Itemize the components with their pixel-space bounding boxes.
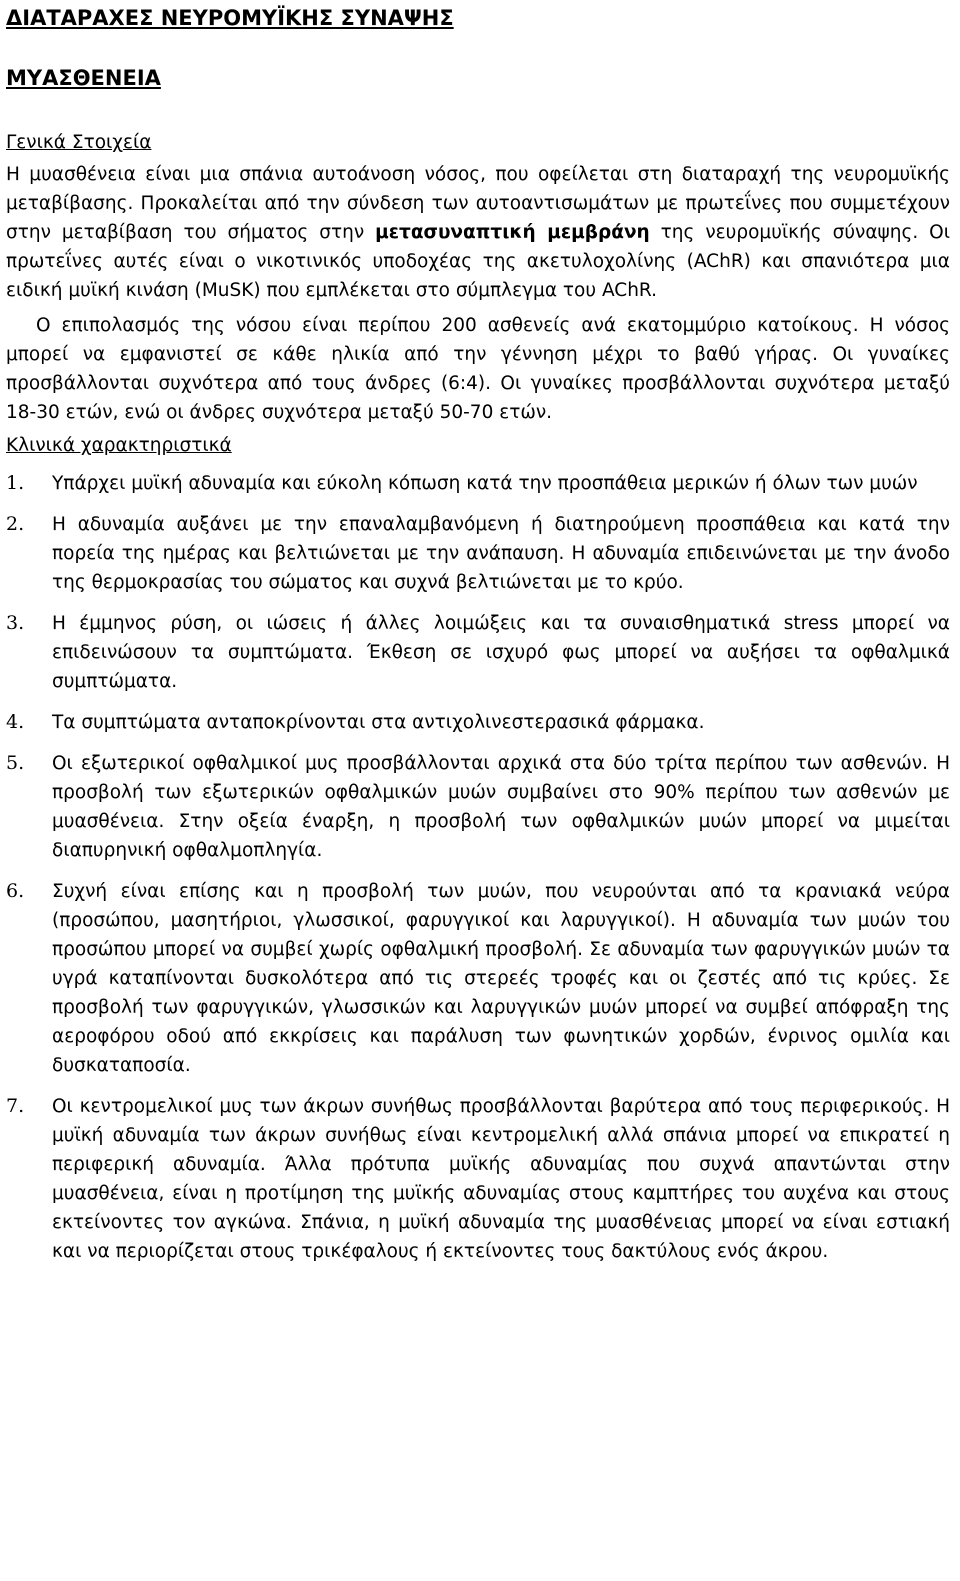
list-item-text: Υπάρχει μυϊκή αδυναμία και εύκολη κόπωση κατά την προσπάθεια μερικών ή όλων των μυών xyxy=(52,473,918,494)
clinical-heading: Κλινικά χαρακτηριστικά xyxy=(6,435,232,456)
list-item-number: 4. xyxy=(6,711,25,733)
list-item-text: Οι εξωτερικοί οφθαλμικοί μυς προσβάλλονται αρχικά στα δύο τρίτα περίπου των ασθενών. Η προσβολή των εξωτερικών οφθαλμικών μυών συμβαίνει στο 90% περίπου των ασθενών με μυασθένεια. Στην οξεία έναρξη, η προσβολή των οφθαλμικών μυών μπορεί να μιμείται διαπυρηνική οφθαλμοπληγία. xyxy=(52,753,950,861)
list-item-number: 2. xyxy=(6,513,25,535)
clinical-list xyxy=(6,469,950,1266)
list-item-number: 7. xyxy=(6,1095,25,1117)
list-item xyxy=(6,749,950,865)
list-item-number: 1. xyxy=(6,472,25,494)
list-item-text: Η έμμηνος ρύση, οι ιώσεις ή άλλες λοιμώξεις και τα συναισθηματικά stress μπορεί να επιδεινώσουν τα συμπτώματα. Έκθεση σε ισχυρό φως μπορεί να αυξήσει τα οφθαλμικά συμπτώματα. xyxy=(52,613,950,692)
general-heading: Γενικά Στοιχεία xyxy=(6,132,152,153)
list-item-number: 5. xyxy=(6,752,25,774)
list-item-text: Τα συμπτώματα ανταποκρίνονται στα αντιχολινεστερασικά φάρμακα. xyxy=(52,712,705,733)
list-item xyxy=(6,1092,950,1266)
document-page xyxy=(6,0,950,1266)
list-item xyxy=(6,609,950,696)
general-paragraph-2: Ο επιπολασμός της νόσου είναι περίπου 200 ασθενείς ανά εκατομμύριο κατοίκους. Η νόσος μπορεί να εμφανιστεί σε κάθε ηλικία από την γέννηση μέχρι το βαθύ γήρας. Οι γυναίκες προσβάλλονται συχνότερα από τους άνδρες (6:4). Οι γυναίκες προσβάλλονται συχνότερα μεταξύ 18-30 ετών, ενώ οι άνδρες συχνότερα μεταξύ 50-70 ετών. xyxy=(6,315,950,423)
list-item-text: Οι κεντρομελικοί μυς των άκρων συνήθως προσβάλλονται βαρύτερα από τους περιφερικούς. Η μυϊκή αδυναμία των άκρων συνήθως είναι κεντρομελική αλλά σπάνια μπορεί να επικρατεί η περιφερική αδυναμία. Άλλα πρότυπα μυϊκής αδυναμίας που συχνά απαντώνται στην μυασθένεια, είναι η προτίμηση της μυϊκής αδυναμίας στους καμπτήρες του αυχένα και στους εκτείνοντες τον αγκώνα. Σπάνια, η μυϊκή αδυναμία της μυασθένειας μπορεί να είναι εστιακή και να περιορίζεται στους τρικέφαλους ή εκτείνοντες τους δακτύλους ενός άκρου. xyxy=(52,1096,950,1262)
list-item-number: 3. xyxy=(6,612,25,634)
general-paragraph-1-part-2: της νευρομυϊκής σύναψης. Οι πρωτεΐνες αυτές είναι ο νικοτινικός υποδοχέας της ακετυλοχολίνης (AChR) και σπανιότερα μια ειδική μυϊκή κινάση (MuSK) που εμπλέκεται στο σύμπλεγμα του AChR. xyxy=(6,222,950,301)
list-item xyxy=(6,708,950,737)
list-item-number: 6. xyxy=(6,880,25,902)
general-paragraph-1-bold: μετασυναπτική μεμβράνη xyxy=(375,222,650,243)
document-subtitle: ΜΥΑΣΘΕΝΕΙΑ xyxy=(6,66,161,90)
list-item xyxy=(6,510,950,597)
general-paragraph-1 xyxy=(6,160,950,305)
list-item-text: Συχνή είναι επίσης και η προσβολή των μυών, που νευρούνται από τα κρανιακά νεύρα (προσώπου, μασητήριοι, γλωσσικοί, φαρυγγικοί και λαρυγγικοί). Η αδυναμία των μυών του προσώπου μπορεί να συμβεί χωρίς οφθαλμική προσβολή. Σε αδυναμία των φαρυγγικών μυών τα υγρά καταπίνονται δυσκολότερα από τις στερεές τροφές και οι ζεστές από τις κρύες. Σε προσβολή των φαρυγγικών, γλωσσικών και λαρυγγικών μυών μπορεί να συμβεί απόφραξη της αεροφόρου οδού από εκκρίσεις και παράλυση των φωνητικών χορδών, ένρινος ομιλία και δυσκαταποσία. xyxy=(52,881,950,1076)
list-item xyxy=(6,469,950,498)
document-title: ΔΙΑΤΑΡΑΧΕΣ ΝΕΥΡΟΜΥΪΚΗΣ ΣΥΝΑΨΗΣ xyxy=(6,6,454,30)
general-paragraph-1-part-1: Η μυασθένεια είναι μια σπάνια αυτοάνοση νόσος, που οφείλεται στη διαταραχή της νευρομυϊκής μεταβίβασης. Προκαλείται από την σύνδεση των αυτοαντισωμάτων με πρωτεΐνες που συμμετέχουν στην μεταβίβαση του σήματος στην xyxy=(6,164,950,243)
list-item xyxy=(6,877,950,1080)
list-item-text: Η αδυναμία αυξάνει με την επαναλαμβανόμενη ή διατηρούμενη προσπάθεια και κατά την πορεία της ημέρας και βελτιώνεται με την ανάπαυση. Η αδυναμία επιδεινώνεται με την άνοδο της θερμοκρασίας του σώματος και συχνά βελτιώνεται με το κρύο. xyxy=(52,514,950,593)
